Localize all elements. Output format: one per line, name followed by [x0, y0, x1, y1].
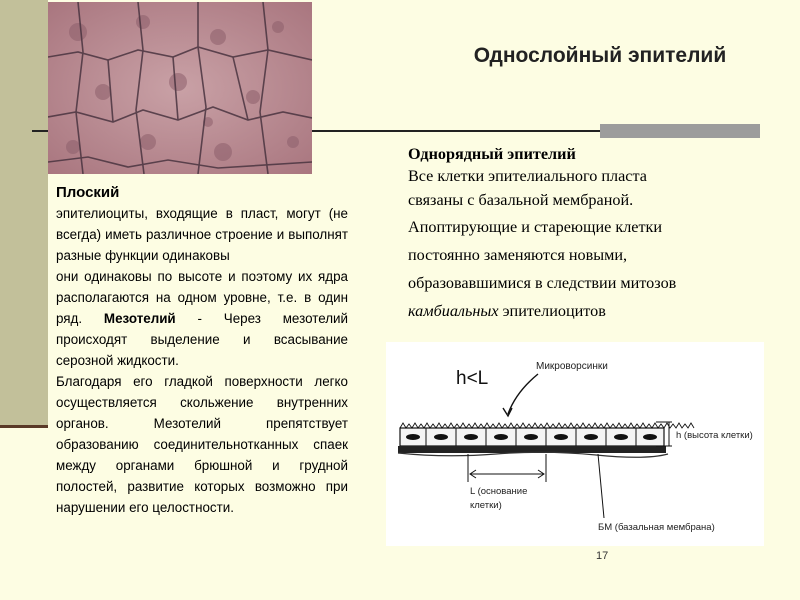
right-line-5: образовавшимися в следствии митозов [408, 274, 677, 292]
slide-title: Однослойный эпителий [473, 44, 727, 67]
single-row-epithelium-text [408, 144, 768, 324]
page-number: 17 [596, 550, 609, 562]
diagram-svg [386, 342, 764, 546]
microvilli-arrow [508, 374, 538, 414]
epithelium-diagram [386, 342, 764, 546]
flat-heading: Плоский [56, 184, 120, 201]
horizontal-rule-middle [312, 130, 600, 132]
bm-pointer [598, 454, 604, 518]
flat-para-2-post: - Через мезотелий происходят выделение и всасывание серозной жидкости. [56, 311, 348, 368]
mesothelium-term: Мезотелий [103, 311, 176, 326]
height-label: h (высота клетки) [676, 430, 753, 441]
flat-para-2-pre: они одинаковы по высоте и поэтому их ядра располагаются на одном уровне, т.е. в один ряд. [56, 269, 348, 326]
flat-para-2 [56, 266, 348, 371]
formula-label: h<L [456, 368, 489, 389]
flat-para-1: эпителиоциты, входящие в пласт, могут (не всегда) иметь различное строение и выполнят разные функции одинаковы [56, 206, 348, 263]
right-line-6 [408, 298, 768, 324]
horizontal-rule-left [32, 130, 48, 132]
micrograph-image [48, 2, 312, 174]
cambial-term: камбиальных [408, 302, 499, 320]
grey-accent-bar [600, 124, 760, 138]
sidebar-band [0, 0, 48, 425]
flat-epithelium-text [56, 182, 348, 518]
right-line-1: Все клетки эпителиального пласта [408, 167, 647, 185]
sidebar-divider [0, 425, 48, 428]
microvilli-arrow-head [503, 408, 512, 416]
single-row-heading: Однорядный эпителий [408, 145, 576, 163]
micrograph-svg [48, 2, 312, 174]
microvilli-border [400, 423, 694, 428]
base-label-2: клетки) [470, 500, 502, 511]
bm-label: БМ (базальная мембрана) [598, 522, 715, 533]
right-line-6-rest: эпителиоцитов [498, 302, 606, 320]
right-line-4: постоянно заменяются новыми, [408, 246, 628, 264]
microvilli-label: Микроворсинки [536, 361, 608, 372]
cell-nuclei [406, 434, 657, 440]
right-line-3: Апоптирующие и стареющие клетки [408, 218, 663, 236]
flat-para-3: Благодаря его гладкой поверхности легко осуществляется скольжение внутренних органов. Мезотелий препятствует образованию соединительнотканных спаек между органами брюшной и грудной полостей, развитие которых возможно при нарушении его целостности. [56, 374, 348, 515]
base-label-1: L (основание [470, 486, 528, 497]
right-line-2: связаны с базальной мембраной. [408, 191, 634, 209]
